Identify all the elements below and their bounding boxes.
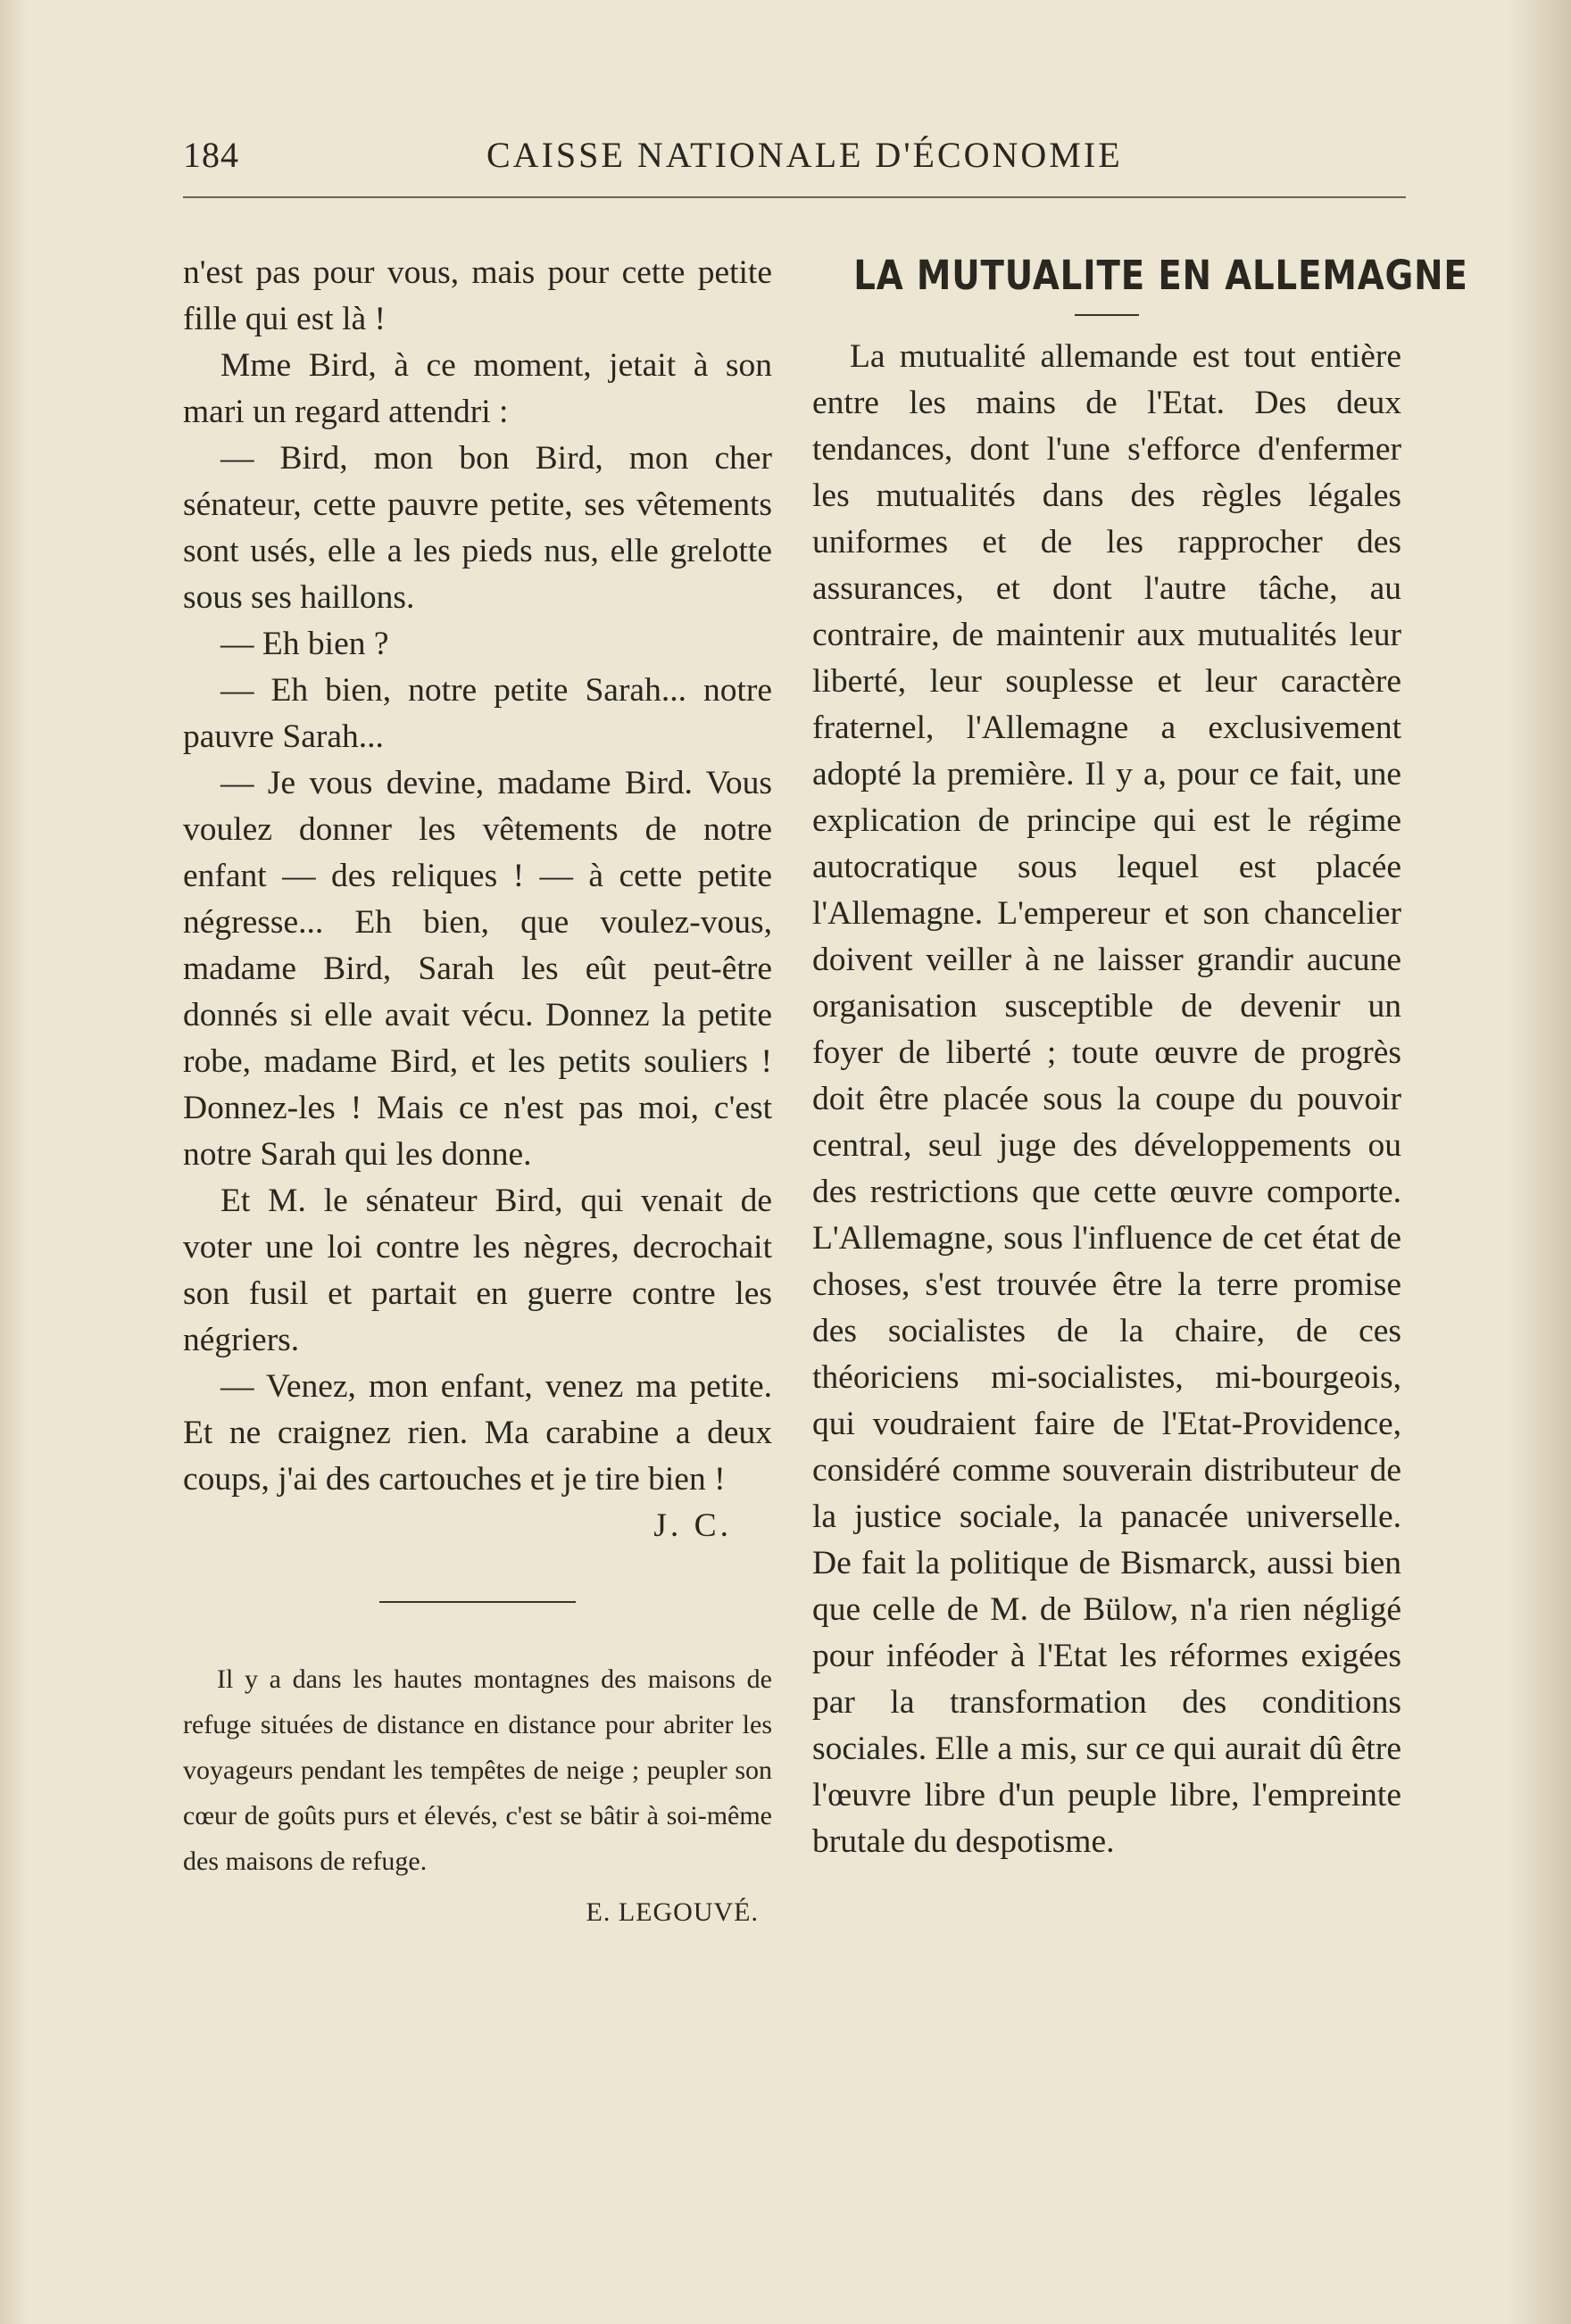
paragraph: Mme Bird, à ce moment, jetait à son mari un regard attendri : bbox=[183, 347, 772, 430]
signature: J. C. bbox=[653, 1507, 732, 1544]
quote-author: E. LEGOUVÉ. bbox=[586, 1897, 759, 1927]
section-separator bbox=[379, 1601, 576, 1603]
header-rule bbox=[183, 196, 1406, 198]
left-column bbox=[183, 250, 772, 1935]
paragraph: Et M. le sénateur Bird, qui venait de voter une loi contre les nègres, decrochait son fusil et partait en guerre contre les négriers. bbox=[183, 1183, 772, 1358]
paragraph: — Venez, mon enfant, venez ma petite. Et ne craignez rien. Ma carabine a deux coups, j'ai des cartouches et je tire bien ! bbox=[183, 1368, 772, 1498]
article-paragraph: La mutualité allemande est tout entière entre les mains de l'Etat. Des deux tendances, dont l'une s'efforce d'enfermer les mutualités dans des règles légales uniformes et de les rapprocher des assurances, et dont l'autre tâche, au contraire, de maintenir aux mutualités leur liberté, leur souplesse et leur caractère fraternel, l'Allemagne a exclusivement adopté la première. Il y a, pour ce fait, une explication de principe qui est le régime autocratique sous lequel est placée l'Allemagne. L'empereur et son chancelier doivent veiller à ne laisser grandir aucune organisation susceptible de devenir un foyer de liberté ; toute œuvre de progrès doit être placée sous la coupe du pouvoir central, seul juge des développements ou des restrictions que cette œuvre comporte. L'Allemagne, sous l'influence de cet état de choses, s'est trouvée être la terre promise des socialistes de la chaire, de ces théoriciens mi-socialistes, mi-bourgeois, qui voudraient faire de l'Etat-Providence, considéré comme souverain distributeur de la justice sociale, la panacée universelle. De fait la politique de Bismarck, aussi bien que celle de M. de Bülow, n'a rien négligé pour inféoder à l'Etat les réformes exigées par la transformation des conditions sociales. Elle a mis, sur ce qui aurait dû être l'œuvre libre d'un peuple libre, l'empreinte brutale du despotisme. bbox=[812, 338, 1401, 1860]
article-title: LA MUTUALITE EN ALLEMAGNE bbox=[853, 252, 1468, 299]
page-edge-shadow-right bbox=[1509, 0, 1571, 2324]
title-rule bbox=[1075, 314, 1139, 316]
paragraph: — Eh bien, notre petite Sarah... notre pauvre Sarah... bbox=[183, 672, 772, 755]
quote-text: Il y a dans les hautes montagnes des maisons de refuge situées de distance en distance pour abriter les voyageurs pendant les tempêtes de neige ; peupler son cœur de goûts purs et élevés, c'est se bâtir à soi-même des maisons de refuge. bbox=[183, 1664, 772, 1876]
page-edge-shadow-left bbox=[0, 0, 27, 2324]
paragraph: — Bird, mon bon Bird, mon cher sénateur, cette pauvre petite, ses vêtements sont usés, elle a les pieds nus, elle grelotte sous ses haillons. bbox=[183, 440, 772, 616]
right-column bbox=[812, 250, 1468, 1865]
quote-block bbox=[183, 1656, 772, 1935]
page-header bbox=[183, 134, 1406, 187]
paragraph: — Je vous devine, madame Bird. Vous voulez donner les vêtements de notre enfant — des reliques ! — à cette petite négresse... Eh bien, que voulez-vous, madame Bird, Sarah les eût peut-être donnés si elle avait vécu. Donnez la petite robe, madame Bird, et les petits souliers ! Donnez-les ! Mais ce n'est pas moi, c'est notre Sarah qui les donne. bbox=[183, 765, 772, 1173]
paragraph: n'est pas pour vous, mais pour cette petite fille qui est là ! bbox=[183, 254, 772, 337]
page-number: 184 bbox=[183, 135, 239, 175]
running-title: CAISSE NATIONALE D'ÉCONOMIE bbox=[486, 135, 1123, 175]
paragraph: — Eh bien ? bbox=[220, 626, 389, 662]
